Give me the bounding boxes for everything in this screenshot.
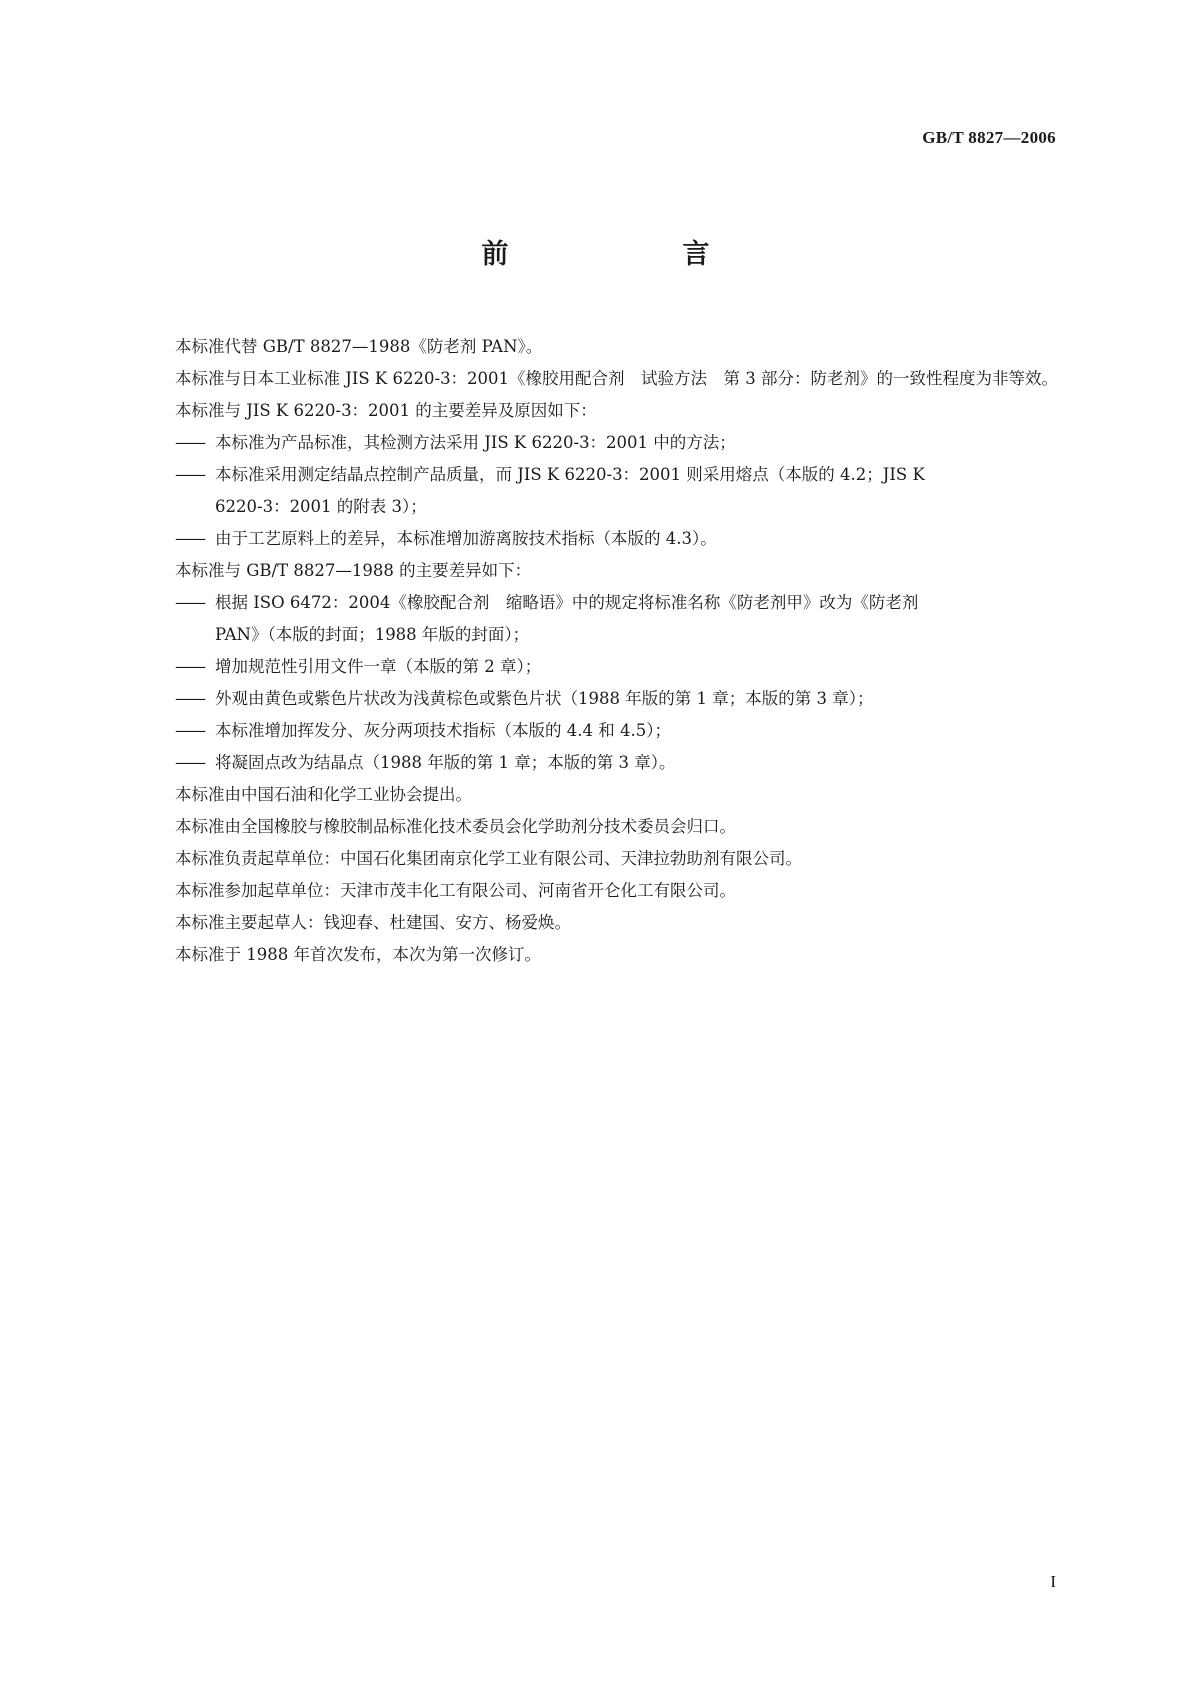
list-item <box>133 715 1059 747</box>
list-item <box>133 683 1059 715</box>
page-number: I <box>1050 1572 1056 1591</box>
paragraph-drafters: 本标准主要起草人：钱迎春、杜建国、安方、杨爱焕。 <box>175 913 571 932</box>
list-item <box>133 747 1059 779</box>
dash-marker: —— <box>175 529 204 548</box>
paragraph-replaces: 本标准代替 GB/T 8827—1988《防老剂 PAN》。 <box>175 337 543 356</box>
dash-marker: —— <box>175 433 204 452</box>
list-item-text: 本标准增加挥发分、灰分两项技术指标（本版的 4.4 和 4.5）； <box>215 721 671 740</box>
foreword-body <box>133 331 1059 971</box>
list-item-text: 由于工艺原料上的差异，本标准增加游离胺技术指标（本版的 4.3）。 <box>215 529 717 548</box>
page-title: 前 言 <box>481 239 750 270</box>
list-item <box>133 587 1059 651</box>
dash-marker: —— <box>175 465 204 484</box>
list-item-text: 增加规范性引用文件一章（本版的第 2 章）； <box>215 657 542 676</box>
paragraph-history: 本标准于 1988 年首次发布，本次为第一次修订。 <box>175 945 541 964</box>
list-item <box>133 427 1059 459</box>
paragraph-proposer: 本标准由中国石油和化学工业协会提出。 <box>175 785 472 804</box>
list-item-text: 外观由黄色或紫色片状改为浅黄棕色或紫色片状（1988 年版的第 1 章；本版的第 3 章）； <box>215 689 874 708</box>
dash-marker: —— <box>175 657 204 676</box>
paragraph-differences-gbt: 本标准与 GB/T 8827—1988 的主要差异如下： <box>175 561 532 580</box>
standard-code-header: GB/T 8827—2006 <box>922 128 1056 147</box>
list-item-text-continued: 6220-3：2001 的附表 3）； <box>215 497 427 516</box>
paragraph-differences-jis: 本标准与 JIS K 6220-3：2001 的主要差异及原因如下： <box>175 401 597 420</box>
list-item <box>133 651 1059 683</box>
paragraph-administrator: 本标准由全国橡胶与橡胶制品标准化技术委员会化学助剂分技术委员会归口。 <box>175 817 736 836</box>
paragraph-participating-units: 本标准参加起草单位：天津市茂丰化工有限公司、河南省开仑化工有限公司。 <box>175 881 736 900</box>
dash-marker: —— <box>175 593 204 612</box>
paragraph-equivalence: 本标准与日本工业标准 JIS K 6220-3：2001《橡胶用配合剂 试验方法 第 3 部分：防老剂》的一致性程度为非等效。 <box>175 369 1059 388</box>
list-item-text: 本标准采用测定结晶点控制产品质量，而 JIS K 6220-3：2001 则采用熔点（本版的 4.2；JIS K <box>215 465 925 484</box>
dash-marker: —— <box>175 721 204 740</box>
list-item-text: 将凝固点改为结晶点（1988 年版的第 1 章；本版的第 3 章）。 <box>215 753 676 772</box>
list-item-text: 根据 ISO 6472：2004《橡胶配合剂 缩略语》中的规定将标准名称《防老剂甲》改为《防老剂 <box>215 593 919 612</box>
list-item <box>133 459 1059 523</box>
dash-marker: —— <box>175 689 204 708</box>
list-item-text: 本标准为产品标准，其检测方法采用 JIS K 6220-3：2001 中的方法； <box>215 433 736 452</box>
list-item-text-continued: PAN》（本版的封面；1988 年版的封面）； <box>215 625 530 644</box>
list-item <box>133 523 1059 555</box>
dash-marker: —— <box>175 753 204 772</box>
paragraph-drafting-units: 本标准负责起草单位：中国石化集团南京化学工业有限公司、天津拉勃助剂有限公司。 <box>175 849 802 868</box>
